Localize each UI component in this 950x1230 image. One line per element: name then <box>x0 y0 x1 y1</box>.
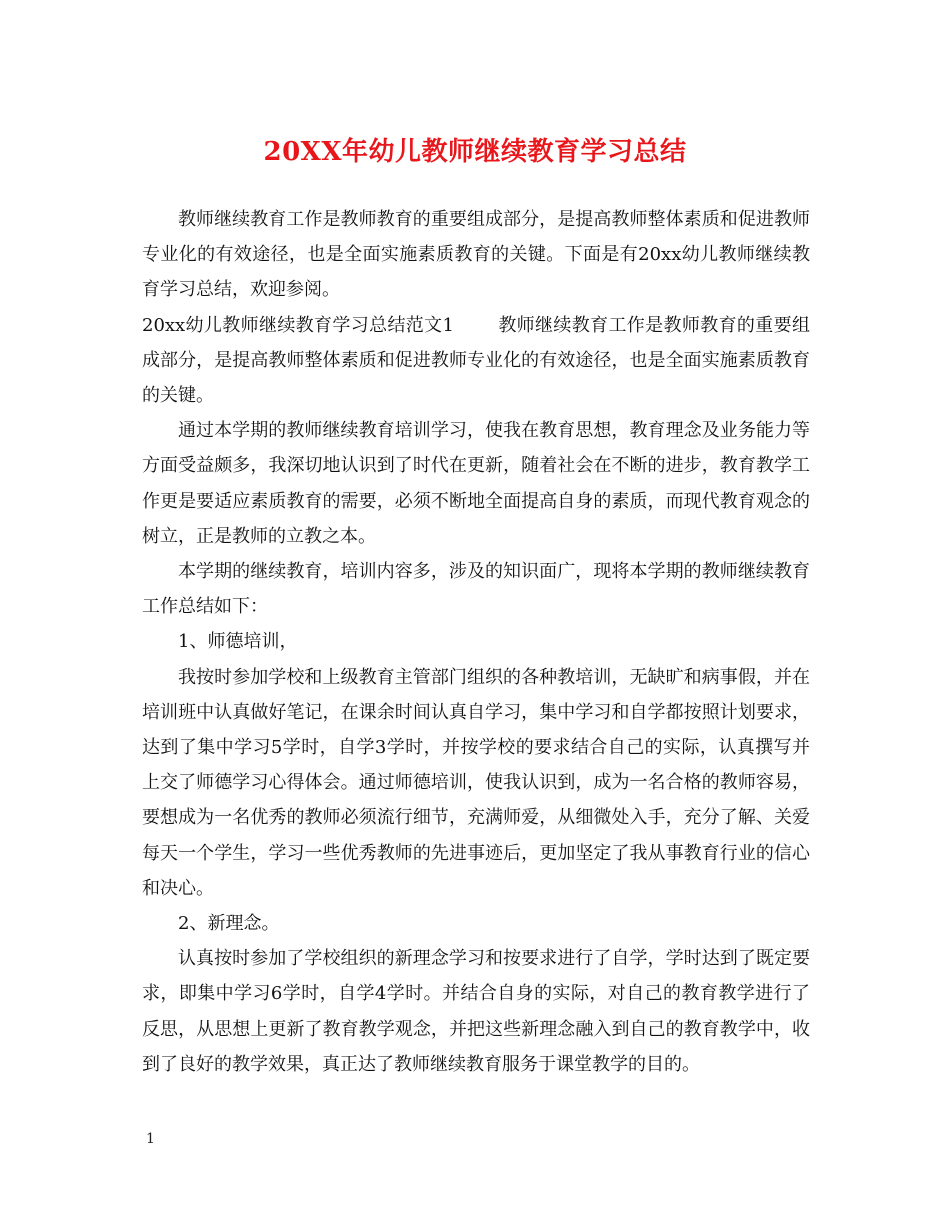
page-number: 1 <box>146 1131 155 1147</box>
section-1-text: 我按时参加学校和上级教育主管部门组织的各种教培训，无缺旷和病事假，并在培训班中认真做好笔记，在课余时间认真自学习，集中学习和自学都按照计划要求，达到了集中学习5学时，自学3学时，并按学校的要求结合自己的实际，认真撰写并上交了师德学习心得体会。通过师德培训，使我认识到，成为一名合格的教师容易，要想成为一名优秀的教师必须流行细节，充满师爱，从细微处入手，充分了解、关爱每天一个学生，学习一些优秀教师的先进事迹后，更加坚定了我从事教育行业的信心和决心。 <box>142 666 810 899</box>
document-body <box>142 202 810 1082</box>
study-paragraph: 通过本学期的教师继续教育培训学习，使我在教育思想，教育理念及业务能力等方面受益颇多，我深切地认识到了时代在更新，随着社会在不断的进步，教育教学工作更是要适应素质教育的需要，必须不断地全面提高自身的素质，而现代教育观念的树立，正是教师的立教之本。 <box>142 420 810 547</box>
sample-heading: 20xx幼儿教师继续教育学习总结范文1 <box>142 314 454 336</box>
section-1-heading: 1、师德培训， <box>178 631 298 653</box>
intro-paragraph: 教师继续教育工作是教师教育的重要组成部分，是提高教师整体素质和促进教师专业化的有效途径，也是全面实施素质教育的关键。下面是有20xx幼儿教师继续教育学习总结，欢迎参阅。 <box>142 209 810 301</box>
section-2-text: 认真按时参加了学校组织的新理念学习和按要求进行了自学，学时达到了既定要求，即集中学习6学时，自学4学时。并结合自身的实际，对自己的教育教学进行了反思，从思想上更新了教育教学观念，并把这些新理念融入到自己的教育教学中，收到了良好的教学效果，真正达了教师继续教育服务于课堂教学的目的。 <box>142 948 810 1075</box>
document-title: 20XX年幼儿教师继续教育学习总结 <box>263 137 687 167</box>
sample-first-text: 教师继续教育工作是教师教育的重要组成部分，是提高教师整体素质和促进教师专业化的有效途径，也是全面实施素质教育的关键。 <box>142 314 810 407</box>
section-2-heading: 2、新理念。 <box>178 913 280 935</box>
sample-paragraph <box>142 308 810 414</box>
summary-paragraph: 本学期的继续教育，培训内容多，涉及的知识面广，现将本学期的教师继续教育工作总结如下： <box>142 561 810 618</box>
